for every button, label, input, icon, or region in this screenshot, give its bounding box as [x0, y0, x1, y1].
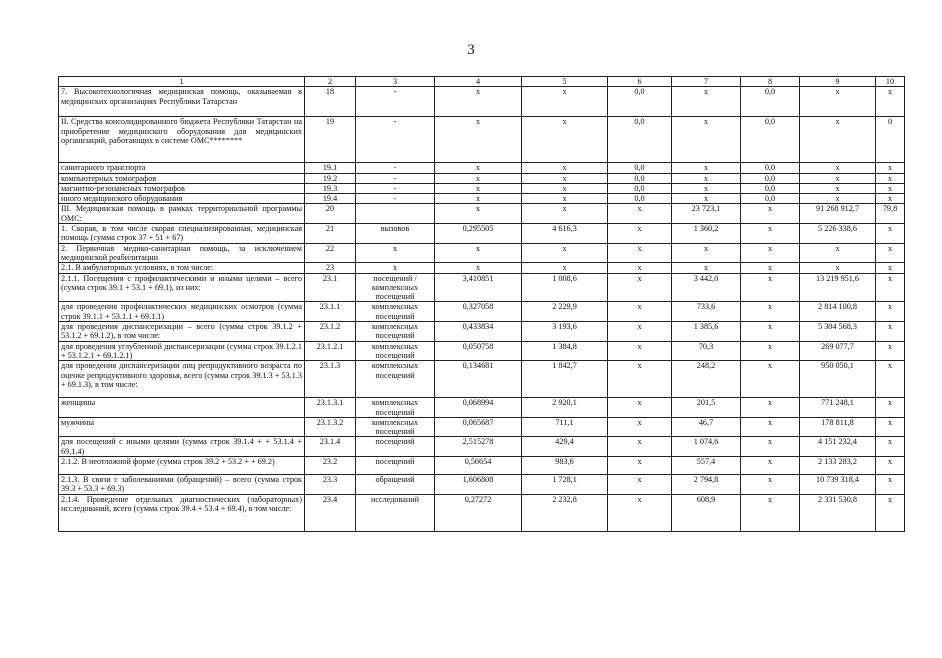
row-label-cell: для проведения диспансеризации – всего (сумма строк 39.1.2 + 53.1.2 + 69.1.2), в том числе:: [59, 322, 305, 342]
table-cell: 79,8: [876, 204, 905, 224]
table-row: [59, 475, 905, 495]
row-label-cell: 7. Высокотехнологичная медицинская помощь, оказываемая в медицинских организациях Республики Татарстан: [59, 87, 305, 117]
row-label-cell: 2.1. В амбулаторных условиях, в том числе:: [59, 263, 305, 273]
row-label-cell: 2.1.4. Проведение отдельных диагностических (лабораторных) исследований, всего (сумма строк 39.4 + 53.4 + 69.4), в том числе:: [59, 494, 305, 531]
table-cell: 23.1.3: [305, 361, 356, 398]
table-cell: 2 814 100,8: [800, 302, 876, 322]
table-row: [59, 361, 905, 398]
table-cell: x: [741, 322, 800, 342]
table-row: [59, 263, 905, 273]
table-cell: -: [356, 183, 435, 193]
table-cell: 0,065687: [435, 417, 522, 437]
table-cell: 178 811,8: [800, 417, 876, 437]
table-cell: x: [800, 173, 876, 183]
row-label-cell: для проведения диспансеризации лиц репродуктивного возраста по оценке репродуктивного здоровья, всего (сумма строк 39.1.3 + 53.1.3 + 69.1.3), в том числе:: [59, 361, 305, 398]
table-cell: 13 219 951,6: [800, 273, 876, 302]
table-cell: 18: [305, 87, 356, 117]
row-label-cell: для проведения углубленной диспансеризации (сумма строк 39.1.2.1 + 53.1.2.1 + 69.1.2.1): [59, 341, 305, 361]
table-cell: x: [435, 117, 522, 163]
table-row: [59, 117, 905, 163]
table-cell: 3,410851: [435, 273, 522, 302]
row-label-cell: 1. Скорая, в том числе скорая специализированная, медицинская помощь (сумма строк 37 + 51 + 67): [59, 224, 305, 244]
table-cell: 2,515278: [435, 437, 522, 457]
table-cell: 23.1: [305, 273, 356, 302]
table-cell: x: [741, 417, 800, 437]
header-cell: 8: [741, 77, 800, 87]
table-cell: x: [608, 437, 672, 457]
table-cell: 4 616,3: [522, 224, 608, 244]
table-cell: x: [876, 273, 905, 302]
table-cell: 23: [305, 263, 356, 273]
table-cell: 5 304 568,3: [800, 322, 876, 342]
row-label-cell: 2.1.3. В связи с заболеваниями (обращений) – всего (сумма строк 39.3 + 53.3 + 69.3): [59, 475, 305, 495]
table-cell: x: [608, 494, 672, 531]
table-row: [59, 437, 905, 457]
table-cell: 0,0: [741, 117, 800, 163]
table-cell: 0,56654: [435, 457, 522, 475]
table-cell: 3 442,0: [672, 273, 741, 302]
table-cell: -: [356, 117, 435, 163]
table-cell: посещений: [356, 457, 435, 475]
row-label-cell: III. Медицинская помощь в рамках территориальной программы ОМС:: [59, 204, 305, 224]
table-cell: 2 133 283,2: [800, 457, 876, 475]
table-cell: 608,9: [672, 494, 741, 531]
table-cell: посещений / комплексных посещений: [356, 273, 435, 302]
table-cell: x: [876, 322, 905, 342]
table-cell: 19.4: [305, 194, 356, 204]
table-cell: x: [876, 173, 905, 183]
table-cell: -: [356, 194, 435, 204]
table-cell: x: [876, 475, 905, 495]
row-label-cell: магнитно-резонансных томографов: [59, 183, 305, 193]
table-cell: x: [356, 243, 435, 263]
table-cell: 0,295505: [435, 224, 522, 244]
table-cell: x: [741, 341, 800, 361]
table-row: [59, 417, 905, 437]
table-cell: x: [876, 457, 905, 475]
table-cell: 19.3: [305, 183, 356, 193]
table-row: [59, 341, 905, 361]
table-cell: 269 077,7: [800, 341, 876, 361]
table-cell: x: [435, 173, 522, 183]
header-cell: 7: [672, 77, 741, 87]
table-cell: 10 739 318,4: [800, 475, 876, 495]
table-cell: x: [672, 183, 741, 193]
table-cell: x: [522, 263, 608, 273]
table-cell: 2 920,1: [522, 398, 608, 418]
table-cell: комплексных посещений: [356, 322, 435, 342]
table-cell: 23.4: [305, 494, 356, 531]
table-cell: x: [608, 361, 672, 398]
table-cell: 733,6: [672, 302, 741, 322]
table-cell: 23.1.1: [305, 302, 356, 322]
table-cell: x: [741, 204, 800, 224]
table-row: [59, 494, 905, 531]
table-cell: 0,0: [608, 173, 672, 183]
table-cell: 557,4: [672, 457, 741, 475]
table-cell: 950 050,1: [800, 361, 876, 398]
page-number: 3: [467, 42, 475, 58]
table-cell: 0,050758: [435, 341, 522, 361]
header-cell: 3: [356, 77, 435, 87]
table-cell: 1 385,6: [672, 322, 741, 342]
table-cell: 771 248,1: [800, 398, 876, 418]
table-cell: x: [876, 263, 905, 273]
table-cell: 23.1.4: [305, 437, 356, 457]
table-cell: 23.1.3.2: [305, 417, 356, 437]
table-cell: x: [356, 263, 435, 273]
table-cell: x: [876, 398, 905, 418]
header-cell: 4: [435, 77, 522, 87]
table-cell: 0,068994: [435, 398, 522, 418]
row-label-cell: 2.1.2. В неотложной форме (сумма строк 39.2 + 53.2 + + 69.2): [59, 457, 305, 475]
table-cell: 1 008,6: [522, 273, 608, 302]
header-cell: 1: [59, 77, 305, 87]
table-cell: 201,5: [672, 398, 741, 418]
table-cell: 983,6: [522, 457, 608, 475]
table-cell: x: [876, 341, 905, 361]
table-cell: 46,7: [672, 417, 741, 437]
table-cell: исследований: [356, 494, 435, 531]
table-cell: x: [876, 437, 905, 457]
table-cell: 1 360,2: [672, 224, 741, 244]
table-row: [59, 302, 905, 322]
row-label-cell: женщины: [59, 398, 305, 418]
table-cell: x: [522, 117, 608, 163]
table-cell: x: [876, 183, 905, 193]
table-cell: x: [876, 494, 905, 531]
table-cell: [356, 204, 435, 224]
table-cell: x: [800, 87, 876, 117]
table-cell: комплексных посещений: [356, 302, 435, 322]
table-cell: x: [608, 341, 672, 361]
table-cell: 0,27272: [435, 494, 522, 531]
table-cell: x: [522, 163, 608, 173]
table-cell: x: [800, 183, 876, 193]
table-cell: x: [741, 437, 800, 457]
row-label-cell: компьютерных томографов: [59, 173, 305, 183]
table-cell: 429,4: [522, 437, 608, 457]
row-label-cell: иного медицинского оборудования: [59, 194, 305, 204]
table-cell: -: [356, 163, 435, 173]
table-cell: 23 723,1: [672, 204, 741, 224]
table-cell: 1 842,7: [522, 361, 608, 398]
table-cell: 0,0: [608, 87, 672, 117]
table-cell: x: [741, 398, 800, 418]
header-cell: 2: [305, 77, 356, 87]
table-cell: x: [741, 475, 800, 495]
table-cell: 19.2: [305, 173, 356, 183]
table-cell: x: [435, 183, 522, 193]
table-cell: -: [356, 87, 435, 117]
table-cell: x: [608, 243, 672, 263]
row-label-cell: мужчины: [59, 417, 305, 437]
table-cell: x: [672, 87, 741, 117]
row-label-cell: 2. Первичная медико-санитарная помощь, за исключением медицинской реабилитации: [59, 243, 305, 263]
table-row: [59, 322, 905, 342]
table-row: [59, 204, 905, 224]
table-cell: x: [608, 204, 672, 224]
table-cell: x: [800, 194, 876, 204]
table-cell: x: [741, 224, 800, 244]
table-row: [59, 398, 905, 418]
table-cell: x: [522, 243, 608, 263]
table-cell: 3 193,6: [522, 322, 608, 342]
table-cell: x: [800, 263, 876, 273]
table-cell: 4 151 232,4: [800, 437, 876, 457]
table-row: [59, 87, 905, 117]
table-cell: 711,1: [522, 417, 608, 437]
table-cell: x: [876, 163, 905, 173]
header-cell: 10: [876, 77, 905, 87]
table-cell: комплексных посещений: [356, 341, 435, 361]
table-cell: 0,0: [608, 163, 672, 173]
table-cell: 0,0: [741, 183, 800, 193]
table-cell: x: [435, 87, 522, 117]
table-cell: 0,0: [608, 117, 672, 163]
table-cell: 1 074,6: [672, 437, 741, 457]
table-cell: 19: [305, 117, 356, 163]
row-label-cell: 2.1.1. Посещения с профилактическими и иными целями – всего (сумма строк 39.1 + 53.1 + 69.1), из них:: [59, 273, 305, 302]
table-cell: комплексных посещений: [356, 398, 435, 418]
table-cell: x: [672, 163, 741, 173]
table-cell: 20: [305, 204, 356, 224]
table-cell: 1 728,1: [522, 475, 608, 495]
table-cell: x: [608, 457, 672, 475]
table-cell: 0: [876, 117, 905, 163]
table-cell: 0,134681: [435, 361, 522, 398]
table-cell: 0,327058: [435, 302, 522, 322]
table-cell: x: [800, 243, 876, 263]
header-cell: 5: [522, 77, 608, 87]
table-row: [59, 183, 905, 193]
table-row: [59, 224, 905, 244]
table-cell: 23.1.3.1: [305, 398, 356, 418]
table-header-row: [59, 77, 905, 87]
table-cell: 23.3: [305, 475, 356, 495]
table-cell: x: [435, 263, 522, 273]
table-cell: x: [741, 302, 800, 322]
table-cell: 70,3: [672, 341, 741, 361]
table-cell: x: [608, 475, 672, 495]
table-cell: x: [608, 417, 672, 437]
table-cell: x: [741, 494, 800, 531]
table-cell: x: [672, 117, 741, 163]
table-row: [59, 173, 905, 183]
table-cell: 248,2: [672, 361, 741, 398]
row-label-cell: II. Средства консолидированного бюджета Республики Татарстан на приобретение медицинского оборудования для медицинских организаций, работающих в системе ОМС********: [59, 117, 305, 163]
table-row: [59, 194, 905, 204]
table-cell: 2 232,8: [522, 494, 608, 531]
table-cell: 1 384,8: [522, 341, 608, 361]
table-cell: x: [435, 163, 522, 173]
table-cell: вызовов: [356, 224, 435, 244]
table-cell: x: [876, 243, 905, 263]
table-cell: x: [876, 87, 905, 117]
table-cell: 91 268 912,7: [800, 204, 876, 224]
table-cell: посещений: [356, 437, 435, 457]
table-cell: x: [522, 183, 608, 193]
table-cell: 0,0: [741, 87, 800, 117]
table-cell: 23.1.2.1: [305, 341, 356, 361]
table-cell: -: [356, 173, 435, 183]
table-cell: x: [608, 273, 672, 302]
header-cell: 6: [608, 77, 672, 87]
table-cell: 23.2: [305, 457, 356, 475]
table-cell: 19.1: [305, 163, 356, 173]
table-cell: комплексных посещений: [356, 417, 435, 437]
table-cell: x: [672, 173, 741, 183]
table-cell: x: [876, 361, 905, 398]
program-table: [58, 76, 905, 532]
table-cell: x: [522, 87, 608, 117]
table-cell: 0,433834: [435, 322, 522, 342]
table-cell: 2 331 530,8: [800, 494, 876, 531]
table-cell: x: [741, 273, 800, 302]
table-cell: 2 794,8: [672, 475, 741, 495]
table-cell: 0,0: [741, 194, 800, 204]
table-cell: 5 226 338,6: [800, 224, 876, 244]
table-row: [59, 273, 905, 302]
table-cell: 22: [305, 243, 356, 263]
table-cell: x: [522, 173, 608, 183]
table-cell: x: [741, 263, 800, 273]
table-cell: 0,0: [608, 194, 672, 204]
table-cell: x: [672, 194, 741, 204]
table-cell: x: [608, 398, 672, 418]
table-cell: 0,0: [741, 173, 800, 183]
table-cell: x: [800, 163, 876, 173]
table-cell: x: [876, 194, 905, 204]
table-cell: x: [876, 224, 905, 244]
table-cell: 0,0: [741, 163, 800, 173]
table-cell: x: [800, 117, 876, 163]
table-cell: x: [672, 263, 741, 273]
table-cell: комплексных посещений: [356, 361, 435, 398]
table-cell: x: [741, 457, 800, 475]
table-cell: x: [876, 302, 905, 322]
table-cell: x: [608, 302, 672, 322]
table-cell: обращений: [356, 475, 435, 495]
table-row: [59, 243, 905, 263]
table-cell: x: [876, 417, 905, 437]
table-cell: x: [741, 361, 800, 398]
table-cell: x: [435, 194, 522, 204]
table-cell: 21: [305, 224, 356, 244]
table-cell: x: [522, 204, 608, 224]
table-cell: 2 229,9: [522, 302, 608, 322]
table-cell: 23.1.2: [305, 322, 356, 342]
table-cell: x: [435, 243, 522, 263]
table-cell: 1,606808: [435, 475, 522, 495]
table-row: [59, 163, 905, 173]
row-label-cell: санитарного транспорта: [59, 163, 305, 173]
table-cell: x: [435, 204, 522, 224]
header-cell: 9: [800, 77, 876, 87]
table-cell: x: [608, 322, 672, 342]
table-cell: x: [672, 243, 741, 263]
table-cell: x: [608, 263, 672, 273]
table-row: [59, 457, 905, 475]
row-label-cell: для посещений с иными целями (сумма строк 39.1.4 + + 53.1.4 + 69.1.4): [59, 437, 305, 457]
table-cell: 0,0: [608, 183, 672, 193]
table-cell: x: [522, 194, 608, 204]
table-cell: x: [608, 224, 672, 244]
table-cell: x: [741, 243, 800, 263]
row-label-cell: для проведения профилактических медицинских осмотров (сумма строк 39.1.1 + 53.1.1 + 69.1.1): [59, 302, 305, 322]
